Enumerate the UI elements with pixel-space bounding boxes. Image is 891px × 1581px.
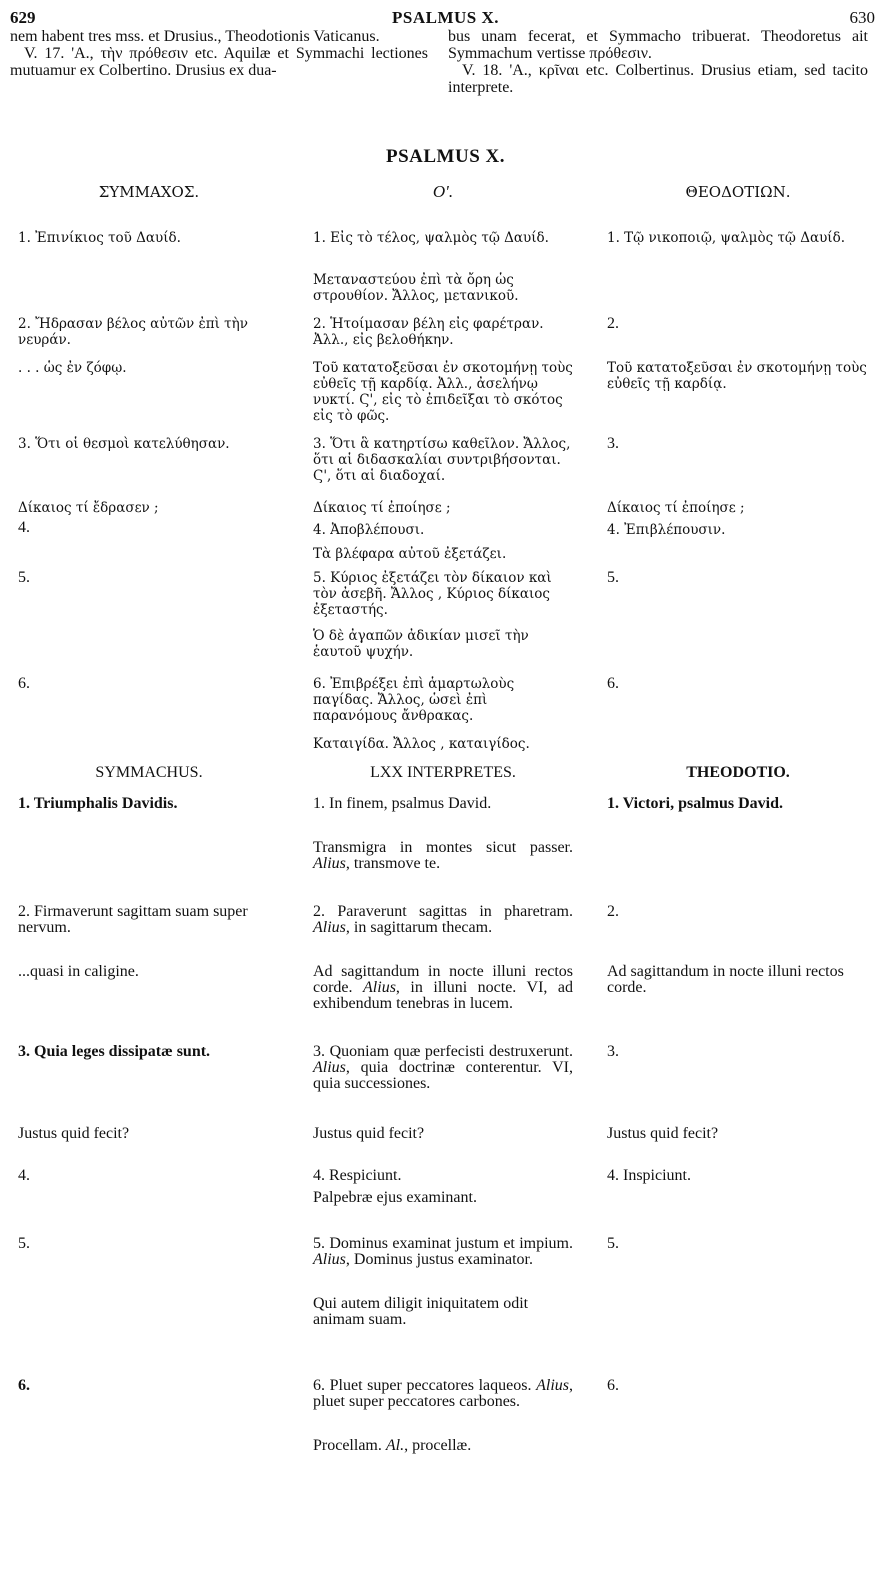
gk-lxx-v3b: Δίκαιος τί ἐποίησε ; <box>313 500 451 516</box>
lt-lxx-v2b-alius: Alius <box>363 979 396 996</box>
gk-theo-v1: 1. Τῷ νικοποιῷ, ψαλμὸς τῷ Δαυίδ. <box>607 230 845 246</box>
lt-lxx-v2 <box>313 904 573 936</box>
header-lxx-greek: Ο'. <box>432 182 454 201</box>
gk-theo-v6: 6. <box>607 675 619 692</box>
lt-lxx-v5-rest: , Dominus justus examinator. <box>345 1251 533 1268</box>
gk-lxx-v6b: Καταιγίδα. Ἄλλος , καταιγίδος. <box>313 736 530 752</box>
lt-theo-v3: 3. <box>607 1043 619 1060</box>
lt-lxx-v1b <box>313 840 573 872</box>
gk-theo-v3b: Δίκαιος τί ἐποίησε ; <box>607 500 745 516</box>
note-left <box>10 28 428 79</box>
header-symmachus-latin: SYMMACHUS. <box>95 764 203 781</box>
lt-lxx-v6b-alius: Al. <box>385 1437 405 1454</box>
lt-theo-v2b: Ad sagittandum in nocte illuni rectos corde. <box>607 963 844 996</box>
gk-sym-v3: 3. Ὅτι οἱ θεσμοὶ κατελύθησαν. <box>18 436 230 452</box>
gk-sym-v2b: . . . ὡς ἐν ζόφῳ. <box>18 360 127 376</box>
lt-theo-v6: 6. <box>607 1377 619 1394</box>
gk-lxx-v4b: Τὰ βλέφαρα αὐτοῦ ἐξετάζει. <box>313 546 507 562</box>
lt-lxx-v3b: Justus quid fecit? <box>313 1125 425 1142</box>
lt-theo-v3b: Justus quid fecit? <box>607 1125 719 1142</box>
lt-lxx-v6-text: 6. Pluet super peccatores laqueos. <box>313 1377 537 1394</box>
gk-lxx-v5b: Ὁ δὲ ἀγαπῶν ἀδικίαν μισεῖ τὴν ἑαυτοῦ ψυχήν. <box>313 628 529 660</box>
lt-theo-v4: 4. Inspiciunt. <box>607 1167 691 1184</box>
lt-lxx-v1: 1. In finem, psalmus David. <box>313 795 492 812</box>
note-right <box>448 28 868 96</box>
note-right-para-2: V. 18. 'Α., κρῖναι etc. Colbertinus. Drusius etiam, sed tacito interprete. <box>448 62 868 96</box>
lt-lxx-v3 <box>313 1044 573 1092</box>
lt-lxx-v3-rest: , quia doctrinæ conterentur. VI, quia successiones. <box>313 1059 573 1092</box>
lt-lxx-v6-rest: , pluet super peccatores carbones. <box>313 1377 573 1410</box>
gk-theo-v5: 5. <box>607 569 619 586</box>
gk-theo-v4: 4. Ἐπιβλέπουσιν. <box>607 522 726 538</box>
lt-lxx-v5-text: 5. Dominus examinat justum et impium. <box>313 1235 573 1252</box>
lt-lxx-v4: 4. Respiciunt. <box>313 1167 402 1184</box>
gk-theo-v2: 2. <box>607 315 619 332</box>
lt-lxx-v6b-rest: , procellæ. <box>404 1437 472 1454</box>
lt-lxx-v4b: Palpebræ ejus examinant. <box>313 1189 477 1206</box>
note-left-para-1: nem habent tres mss. et Drusius., Theodotionis Vaticanus. <box>10 28 380 45</box>
lt-theo-v2: 2. <box>607 903 619 920</box>
header-lxx-latin: LXX INTERPRETES. <box>370 764 516 781</box>
gk-lxx-v3: 3. Ὅτι ἃ κατηρτίσω καθεῖλον. Ἄλλος, ὅτι αἱ διδασκαλίαι συντριβήσονται. Ϛ', ὅτι αἱ διαδοχαί. <box>313 436 571 484</box>
gk-lxx-v1: 1. Εἰς τὸ τέλος, ψαλμὸς τῷ Δαυίδ. <box>313 230 549 246</box>
section-title: PSALMUS X. <box>385 146 505 167</box>
gk-lxx-v6: 6. Ἐπιβρέξει ἐπὶ ἁμαρτωλοὺς παγίδας. Ἄλλος, ὡσεὶ ἐπὶ παρανόμους ἄνθρακας. <box>313 676 515 724</box>
gk-sym-v6: 6. <box>18 675 30 692</box>
lt-lxx-v2b <box>313 964 573 1012</box>
header-theodotion-greek: ΘΕΟΔΟΤΙΩΝ. <box>685 183 791 201</box>
lt-sym-v4: 4. <box>18 1167 30 1184</box>
lt-sym-v6: 6. <box>18 1377 30 1394</box>
running-title: PSALMUS X. <box>391 8 499 27</box>
lt-lxx-v3-text: 3. Quoniam quæ perfecisti destruxerunt. <box>313 1043 573 1060</box>
lt-lxx-v2b-text: Ad sagittandum in nocte illuni rectos corde. <box>313 963 573 996</box>
lt-sym-v2b: ...quasi in caligine. <box>18 963 139 980</box>
gk-lxx-v5: 5. Κύριος ἐξετάζει τὸν δίκαιον καὶ τὸν ἀσεβῆ. Ἄλλος , Κύριος δίκαιος ἐξεταστής. <box>313 570 552 618</box>
lt-sym-v5: 5. <box>18 1235 30 1252</box>
lt-lxx-v2-rest: , in sagittarum thecam. <box>345 919 493 936</box>
gk-lxx-v4: 4. Ἀποβλέπουσι. <box>313 522 425 538</box>
lt-sym-v3: 3. Quia leges dissipatæ sunt. <box>18 1043 211 1060</box>
lt-lxx-v5 <box>313 1236 573 1268</box>
gk-sym-v2: 2. Ἤδρασαν βέλος αὐτῶν ἐπὶ τὴν νευράν. <box>18 316 248 348</box>
gk-lxx-v1b: Μεταναστεύου ἐπὶ τὰ ὄρη ὡς στρουθίον. Ἄλλος, μετανικοῦ. <box>313 272 519 304</box>
lt-lxx-v5-alius: Alius <box>313 1251 346 1268</box>
lt-lxx-v2-text: 2. Paraverunt sagittas in pharetram. <box>313 903 573 920</box>
lt-theo-v5: 5. <box>607 1235 619 1252</box>
gk-theo-v3: 3. <box>607 435 619 452</box>
gk-sym-v4: 4. <box>18 519 30 536</box>
lt-lxx-v6 <box>313 1378 573 1410</box>
lt-lxx-v6-alius: Alius <box>536 1377 569 1394</box>
lt-lxx-v6b-text: Procellam. <box>313 1437 386 1454</box>
page-number-right: 630 <box>849 8 875 27</box>
lt-lxx-v1b-alius: Alius <box>313 855 346 872</box>
lt-lxx-v2-alius: Alius <box>313 919 346 936</box>
lt-lxx-v3-alius: Alius <box>313 1059 346 1076</box>
gk-sym-v5: 5. <box>18 569 30 586</box>
lt-lxx-v6b <box>313 1438 573 1454</box>
lt-lxx-v1b-rest: , transmove te. <box>345 855 441 872</box>
lt-sym-v3b: Justus quid fecit? <box>18 1125 130 1142</box>
lt-sym-v2: 2. Firmaverunt sagittam suam super nervum. <box>18 903 248 936</box>
lt-theo-v1: 1. Victori, psalmus David. <box>607 795 784 812</box>
gk-lxx-v2b: Τοῦ κατατοξεῦσαι ἐν σκοτομήνῃ τοὺς εὐθεῖς τῇ καρδίᾳ. Ἀλλ., ἀσελήνῳ νυκτί. Ϛ', εἰς τὸ ἐπιδεῖξαι τὸ σκότος εἰς τὸ φῶς. <box>313 360 573 424</box>
page-number-left: 629 <box>10 8 36 27</box>
gk-theo-v2b: Τοῦ κατατοξεῦσαι ἐν σκοτομήνῃ τοὺς εὐθεῖς τῇ καρδίᾳ. <box>607 360 867 392</box>
lt-sym-v1: 1. Triumphalis Davidis. <box>18 795 178 812</box>
header-theodotion-latin: THEODOTIO. <box>686 764 790 781</box>
note-right-para-1: bus unam fecerat, et Symmacho tribuerat. Theodoretus ait Symmachum vertisse πρόθεσιν. <box>448 28 868 62</box>
lt-lxx-v1b-text: Transmigra in montes sicut passer. <box>313 839 573 856</box>
lt-lxx-v2b-rest: , in illuni nocte. VI, ad exhibendum tenebras in lucem. <box>313 979 573 1012</box>
header-symmachus-greek: ΣΥΜΜΑΧΟΣ. <box>98 183 200 201</box>
gk-sym-v3b: Δίκαιος τί ἔδρασεν ; <box>18 500 159 516</box>
lt-lxx-v5b: Qui autem diligit iniquitatem odit animam suam. <box>313 1295 529 1328</box>
note-left-para-2: V. 17. 'Α., τὴν πρόθεσιν etc. Aquilæ et Symmachi lectiones mutuamur ex Colbertino. Drusius ex dua- <box>10 45 428 79</box>
gk-sym-v1: 1. Ἐπινίκιος τοῦ Δαυίδ. <box>18 230 181 246</box>
gk-lxx-v2: 2. Ἡτοίμασαν βέλη εἰς φαρέτραν. Ἀλλ., εἰς βελοθήκην. <box>313 316 544 348</box>
